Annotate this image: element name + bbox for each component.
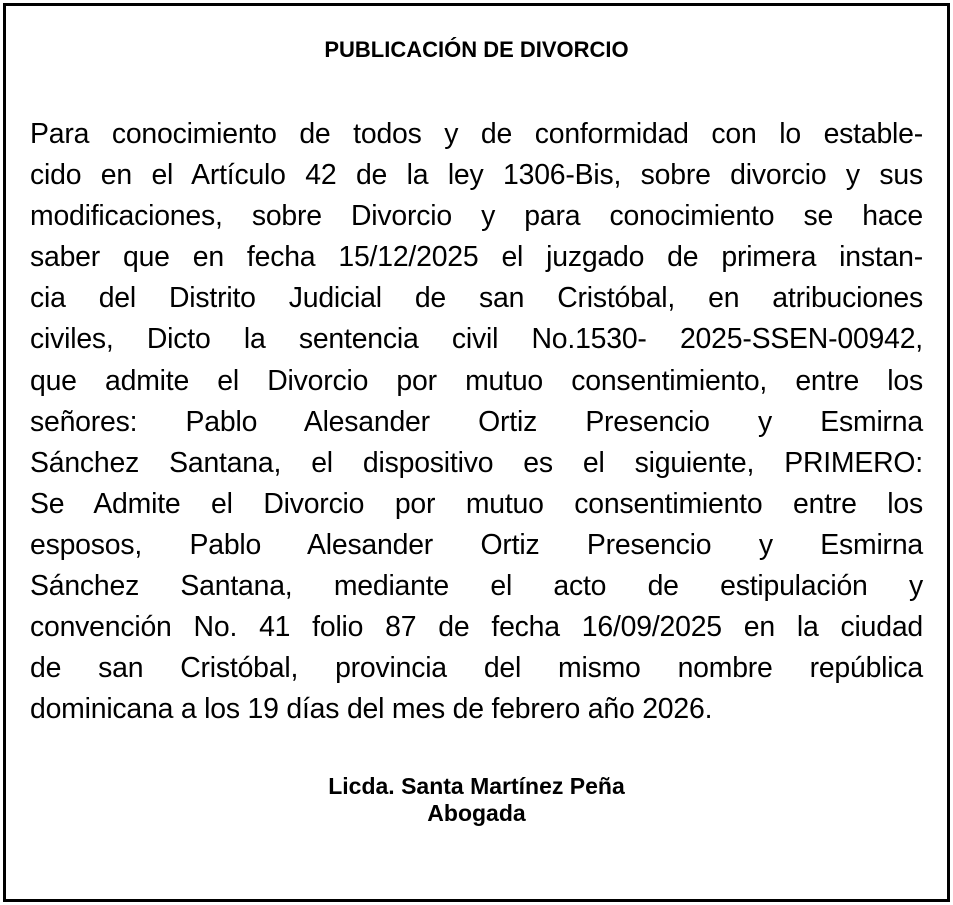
signature-role: Abogada	[427, 800, 526, 826]
body-line-9: Sánchez Santana, el dispositivo es el siguiente, PRIMERO:	[30, 446, 923, 479]
body-line-12: Sánchez Santana, mediante el acto de estipulación y	[30, 570, 923, 603]
body-line-4: saber que en fecha 15/12/2025 el juzgado de primera instan-	[30, 241, 923, 274]
notice-body	[30, 114, 923, 730]
body-line-6: civiles, Dicto la sentencia civil No.1530- 2025-SSEN-00942,	[30, 323, 923, 356]
signature-name: Licda. Santa Martínez Peña	[328, 773, 625, 799]
body-line-3: modificaciones, sobre Divorcio y para conocimiento se hace	[30, 200, 923, 233]
notice-title: PUBLICACIÓN DE DIVORCIO	[324, 37, 629, 62]
body-line-7: que admite el Divorcio por mutuo consentimiento, entre los	[30, 364, 923, 397]
body-line-13: convención No. 41 folio 87 de fecha 16/09/2025 en la ciudad	[30, 611, 923, 644]
body-line-5: cia del Distrito Judicial de san Cristóbal, en atribuciones	[30, 282, 923, 315]
body-line-8: señores: Pablo Alesander Ortiz Presencio y Esmirna	[30, 405, 923, 438]
signature-block	[6, 773, 947, 827]
body-line-11: esposos, Pablo Alesander Ortiz Presencio y Esmirna	[30, 528, 923, 561]
body-line-10: Se Admite el Divorcio por mutuo consentimiento entre los	[30, 487, 923, 520]
body-line-14: de san Cristóbal, provincia del mismo nombre república	[30, 652, 923, 685]
divorce-notice	[3, 3, 950, 902]
body-line-1: Para conocimiento de todos y de conformidad con lo estable-	[30, 118, 923, 150]
body-line-2: cido en el Artículo 42 de la ley 1306-Bis, sobre divorcio y sus	[30, 159, 923, 192]
body-line-15: dominicana a los 19 días del mes de febrero año 2026.	[30, 693, 713, 726]
